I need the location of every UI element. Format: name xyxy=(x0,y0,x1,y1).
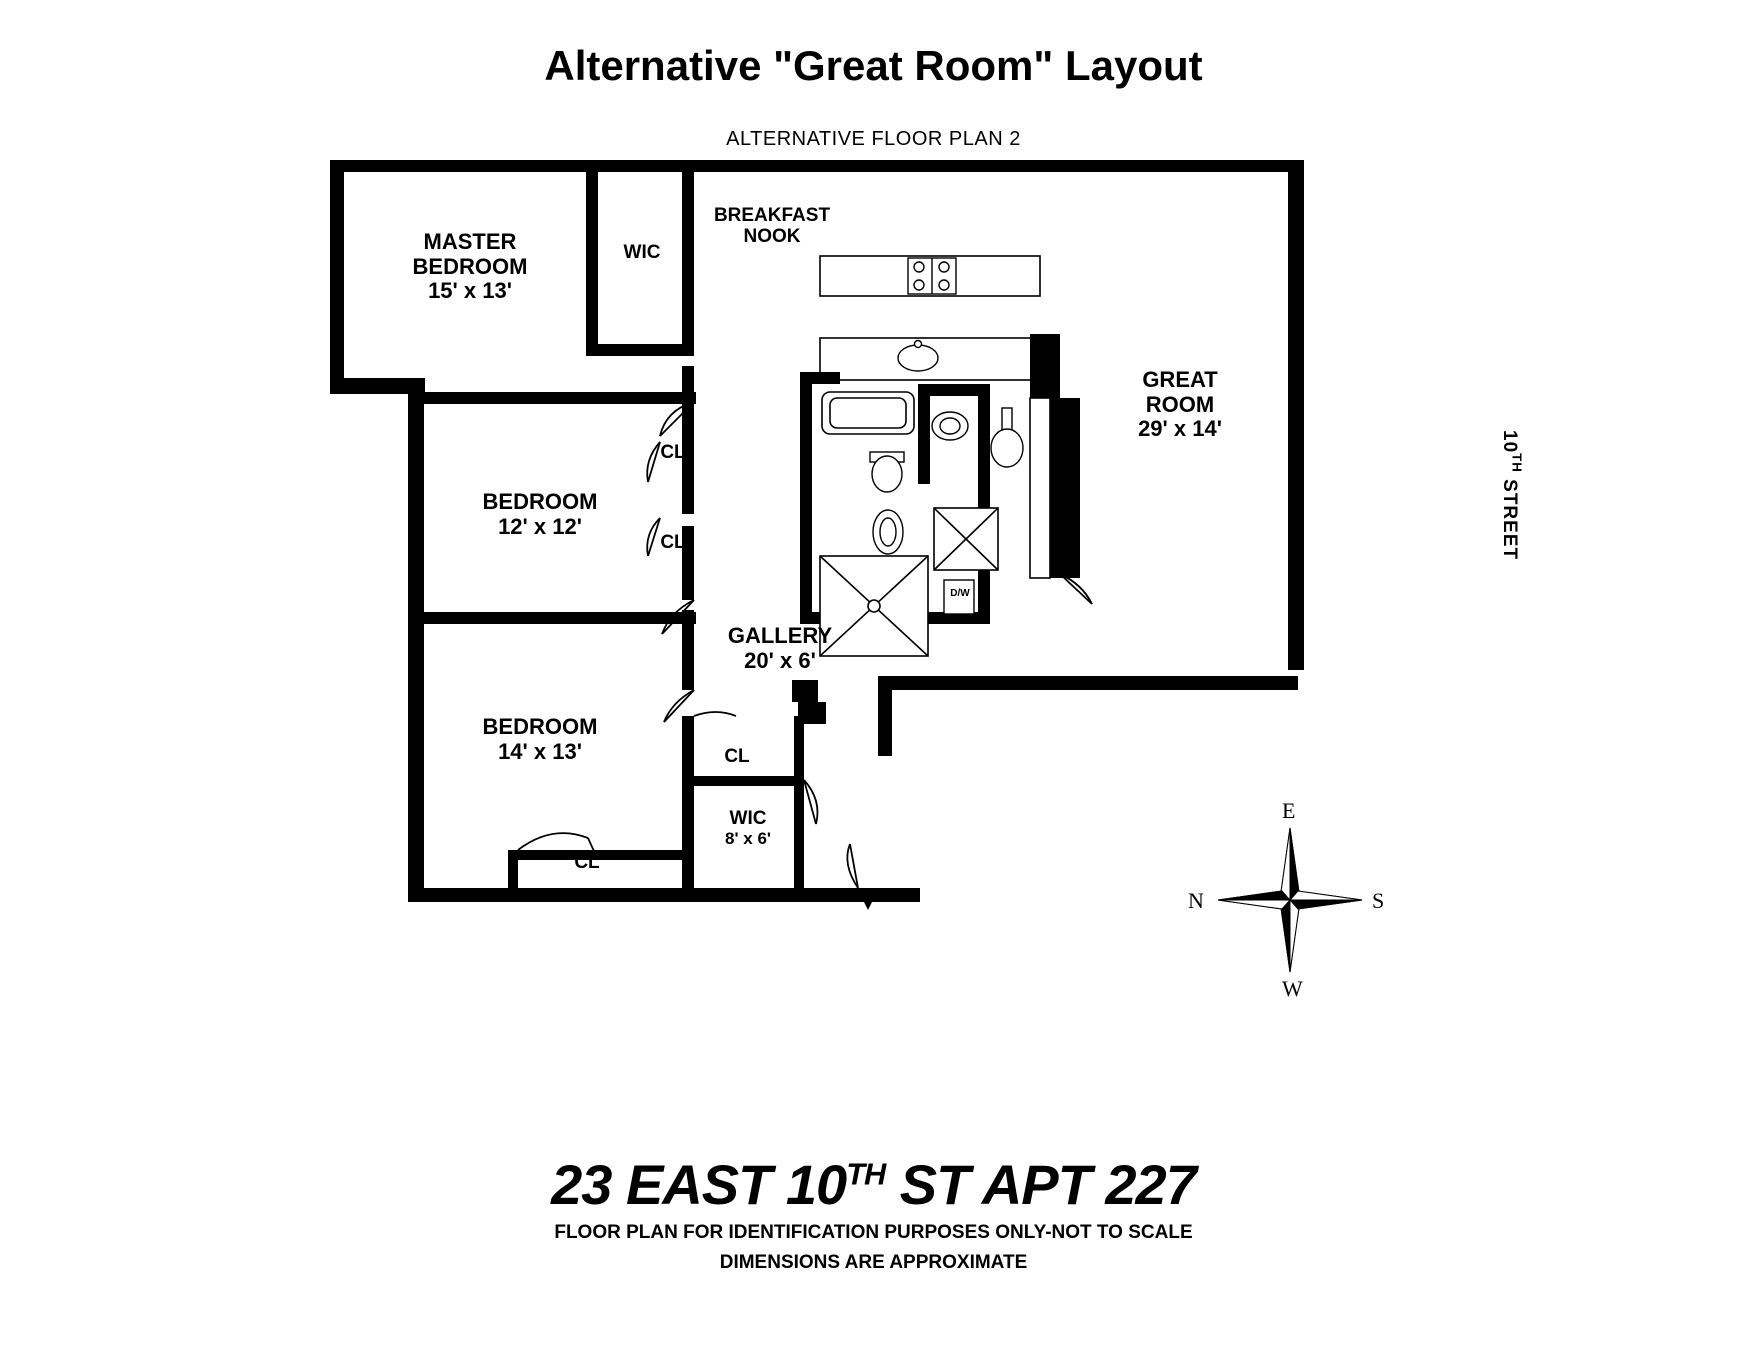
builtin-label: BI xyxy=(1055,459,1069,475)
closet-label-1: CL xyxy=(660,442,686,463)
compass-letter-bottom: W xyxy=(1282,976,1303,1001)
closet-label-3: CL xyxy=(724,746,750,767)
footer-address: 23 EAST 10TH ST APT 227 xyxy=(551,1153,1196,1216)
compass-letter-right: S xyxy=(1372,888,1385,913)
room-label-gallery: GALLERY 20' x 6' xyxy=(727,623,833,673)
room-label-breakfast-nook: BREAKFAST NOOK xyxy=(713,205,831,248)
room-label-great-room: GREAT ROOM 29' x 14' xyxy=(1138,367,1222,442)
closet-label-4: CL xyxy=(574,852,600,873)
room-label-bedroom-3: BEDROOM 14' x 13' xyxy=(482,714,598,764)
compass-rose xyxy=(1188,798,1390,1001)
page-subtitle: ALTERNATIVE FLOOR PLAN 2 xyxy=(726,128,1021,150)
footer-note-scale: FLOOR PLAN FOR IDENTIFICATION PURPOSES ONLY-NOT TO SCALE xyxy=(554,1222,1193,1243)
room-label-wic-bedroom: WIC 8' x 6' xyxy=(725,808,771,849)
compass-letter-top: E xyxy=(1282,798,1296,823)
footer-note-dimensions: DIMENSIONS ARE APPROXIMATE xyxy=(719,1252,1028,1273)
compass-letter-left: N xyxy=(1188,888,1204,913)
closet-label-2: CL xyxy=(660,532,686,553)
room-label-bedroom-2: BEDROOM 12' x 12' xyxy=(482,489,598,539)
page-title: Alternative "Great Room" Layout xyxy=(544,42,1203,89)
street-label: 10TH STREET xyxy=(1499,430,1525,561)
room-label-master-bedroom: MASTER BEDROOM 15' x 13' xyxy=(412,229,528,304)
room-label-wic-master: WIC xyxy=(623,242,661,263)
dishwasher-label: D/W xyxy=(950,588,970,599)
